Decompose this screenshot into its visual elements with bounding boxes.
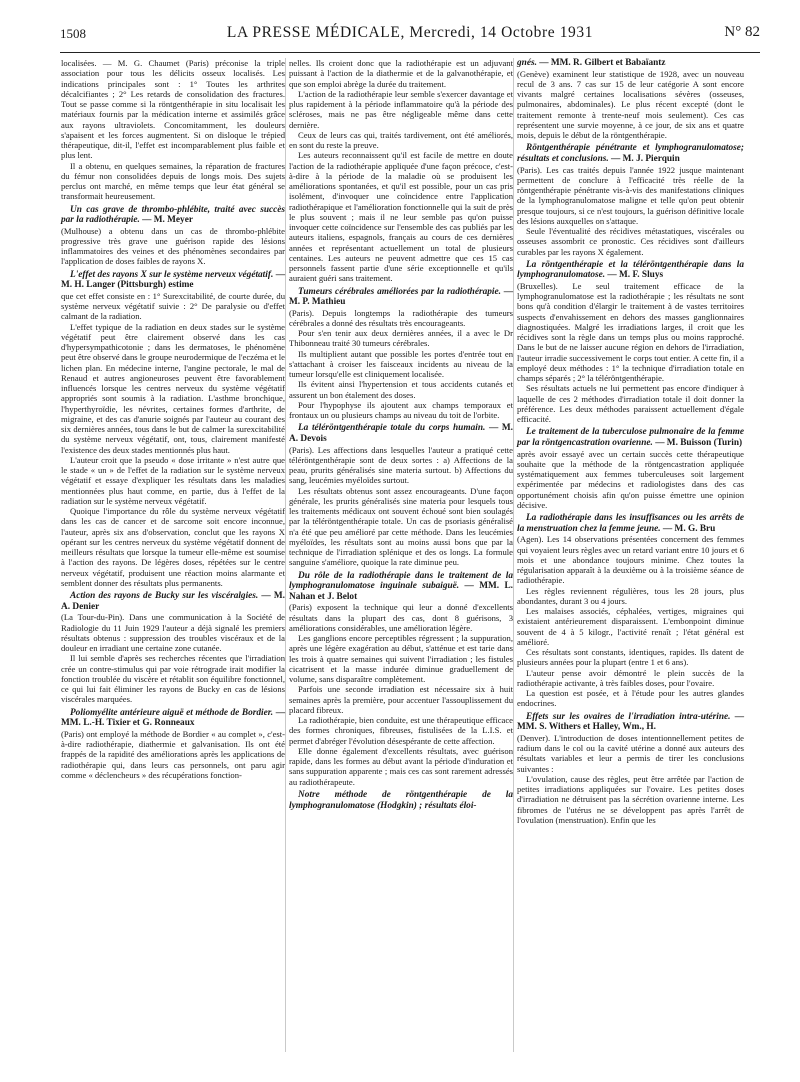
paragraph: L'action de la radiothérapie leur semble s'exercer davantage et plus rapidement à la période inflammatoire qu'à la période des scléroses, mais ne pas être négligeable même dans cette dernière. <box>289 88 513 130</box>
paragraph: La question est posée, et à l'étude pour les autres glandes endocrines. <box>517 688 744 709</box>
paragraph: Il lui semble d'après ses recherches récentes que l'irradiation crée un contre-stimulus qui par voie rétrograde irait modifier la fonction troublée du viscère et rétablit son équilibre fonctionnel, ce qui lui fait éliminer les rayons de Bucky en cas de lésions viscérales marquées. <box>61 653 285 705</box>
section-heading <box>289 571 513 603</box>
paragraph: (Paris) ont employé la méthode de Bordier « au complet », c'est-à-dire radiothérapie, diathermie et galvanisation. Ils ont été frappés de la rapidité des améliorations après les applications de radiothérapie qui, dans leurs cas personnels, ont paru agir comme « déclencheurs » des récupérations fonction- <box>61 728 285 780</box>
paragraph: Les malaises associés, céphalées, vertiges, migraines qui existaient antérieurement disparaissent. L'embonpoint diminue souvent de 4 à 5 kilogr., l'activité renaît ; l'état général est amélioré. <box>517 606 744 647</box>
section-heading <box>61 708 285 729</box>
column-1 <box>61 58 285 780</box>
paragraph: Ces résultats sont constants, identiques, rapides. Ils datent de plusieurs années pour la plupart (entre 1 et 6 ans). <box>517 647 744 668</box>
paragraph: Pour s'en tenir aux deux dernières années, il a avec le Dr Thibonneau traité 30 tumeurs cérébrales. <box>289 328 513 349</box>
paragraph: que cet effet consiste en : 1° Surexcitabilité, de courte durée, du système nerveux végétatif suivie : 2° De paralysie ou d'effet calmant de la radiation. <box>61 290 285 322</box>
section-heading <box>517 260 744 281</box>
paragraph: Seule l'éventualité des récidives métastatiques, viscérales ou osseuses assombrit ce pronostic. Ces récidives sont d'ailleurs curables par les rayons X également. <box>517 226 744 257</box>
paragraph: (Paris) exposent la technique qui leur a donné d'excellents résultats dans la plupart des cas, dont 8 guérisons, 3 améliorations considérables, une amélioration légère. <box>289 602 513 633</box>
section-heading <box>517 143 744 164</box>
section-author: — M. H. Langer (Pittsburgh) estime <box>61 269 285 291</box>
section-author: — M. A. Devois <box>289 423 513 445</box>
section-author: — M. J. Pierquin <box>611 153 680 164</box>
section-title: gnés. <box>517 58 537 68</box>
paragraph: Les résultats obtenus sont assez encourageants. D'une façon générale, les prurits généralisés sine materia pour lesquels tous les traitements médicaux ont souvent échoué sont bien soulagés par la téléröntgenthérapie totale. Un cas de psoriasis généralisé n'a été que peu amélioré par cette méthode. Dans les leucémies myéloïdes, les résultats sont au moins aussi bons que par la technique de l'irradiation splénique et des os longs. La formule sanguine s'améliore, quoique la rate diminue peu. <box>289 485 513 568</box>
paragraph: (Bruxelles). Le seul traitement efficace de la lymphogranulomatose est la radiothérapie ; les résultats ne sont bons qu'à condition d'élargir le traitement à de vastes territoires suspects d'envahissement en dehors des masses ganglionnaires diagnostiquées. Malgré les irradiations larges, il croit que les récidives sont la règle dans un temps plus ou moins rapproché. Dans le but de ne laisser aucune région en dehors de l'irradiation, l'auteur irradie successivement le corps tout entier. A cette fin, il a employé deux méthodes : 1° la technique d'irradiation totale en champs séparés ; 2° la téléröntgenthérapie. <box>517 280 744 384</box>
section-heading <box>61 205 285 226</box>
column-divider <box>285 58 286 1052</box>
issue-number: N° 82 <box>724 24 760 40</box>
paragraph: Ils évitent ainsi l'hypertension et tous accidents cutanés et assurent un bon étalement des doses. <box>289 379 513 400</box>
section-title: Effets sur les ovaires de l'irradiation intra-utérine. <box>526 711 731 722</box>
paragraph: localisées. — M. G. Chaumet (Paris) préconise la triple association pour tous les délicits osseux localisés. Les indications principales sont : 1° Toutes les arthrites décalcifiantes ; 2° Les retards de consolidation des fractures. Tout se passe comme si la röntgenthérapie in situ localisait les matériaux fournis par la médication interne et assimilés grâce aux rayons ultraviolets. Concomitamment, les douleurs s'apaisent et les forces augmentent. Si on disloque le trépied thérapeutique, dit-il, l'effet est incomparablement plus faible et plus lent. <box>61 58 285 161</box>
paragraph: Quoique l'importance du rôle du système nerveux végétatif dans les cas de cancer et de sarcome soit encore inconnue, l'auteur, après six ans d'observation, conclut que les rayons X opérant sur les centres nerveux du système végétatif donnent de meilleurs résultats que lorsque la tumeur elle-même est soumise à l'action des rayons. De légères doses, répétées sur le centre nerveux végétatif, produisent une réaction moins alarmante et semblent donner des résultats plus permanents. <box>61 506 285 588</box>
paragraph: Les ganglions encore perceptibles régressent ; la suppuration, après une légère exagération au début, s'atténue et est tarie dans les trois à quatre semaines qui suivent l'irradiation ; les fistules cicatrisent et la masse indurée diminue graduellement de volume, sans disparaître complètement. <box>289 633 513 685</box>
section-heading <box>517 712 744 733</box>
section-title: Un cas grave de thrombo-phlébite, traité avec succès par la radiothérapie. <box>61 204 285 226</box>
paragraph: Pour l'hypophyse ils ajoutent aux champs temporaux et frontaux un ou plusieurs champs au niveau du toit de l'orbite. <box>289 399 513 421</box>
column-2 <box>289 58 513 811</box>
paragraph: Les auteurs reconnaissent qu'il est facile de mettre en doute l'action de la radiothérapie appliquée d'une façon précoce, c'est-à-dire à la période de la maladie où se produisent les améliorations spontanées, et qu'il est possible, pour un cas pris isolément, d'invoquer une coïncidence entre l'application radiothérapique et l'amélioration fonctionnelle qui la suit de près le plus souvent ; mais il ne leur semble pas qu'on puisse invoquer cette coïncidence sur l'ensemble des cas publiés par les auteurs italiens, espagnols, français au cours de ces dernières années et représentant actuellement un total de plusieurs centaines. Les auteurs ne peuvent admettre que ces 15 cas personnels fassent partie d'une série exceptionnelle et qu'ils auraient guéri sans traitement. <box>289 150 513 284</box>
section-heading <box>289 790 513 811</box>
section-title: Le traitement de la tuberculose pulmonaire de la femme par la röntgencastration ovarienne. <box>517 427 744 449</box>
section-title: Notre méthode de röntgenthérapie de la lymphogranulomatose (Hodgkin) ; résultats éloi- <box>289 789 513 811</box>
paragraph: nelles. Ils croient donc que la radiothérapie est un adjuvant puissant à l'action de la diathermie et de la galvanothérapie, et que son emploi abrège la durée du traitement. <box>289 58 513 89</box>
section-author: — M. Buisson (Turin) <box>655 438 743 449</box>
journal-title: LA PRESSE MÉDICALE, Mercredi, 14 Octobre 1931 <box>226 24 594 41</box>
column-3 <box>517 58 744 825</box>
paragraph: Parfois une seconde irradiation est nécessaire six à huit semaines après la première, pour accentuer l'assouplissement du placard fibreux. <box>289 684 513 715</box>
section-title: L'effet des rayons X sur le système nerveux végétatif. <box>70 269 274 280</box>
paragraph: (Denver). L'introduction de doses intentionnellement petites de radium dans le col ou la cavité utérine a donné aux auteurs des résultats variables et leur a permis de tirer les conclusions suivantes : <box>517 732 744 774</box>
paragraph: Les règles reviennent régulières, tous les 28 jours, plus abondantes, durant 3 ou 4 jours. <box>517 585 744 606</box>
section-title: La radiothérapie dans les insuffisances ou les arrêts de la menstruation chez la femme jeune. <box>517 513 744 534</box>
section-title: Du rôle de la radiothérapie dans le traitement de la lymphogranulomatose inguinale subaiguë. <box>289 570 513 592</box>
section-title: Poliomyélite antérieure aiguë et méthode de Bordier. <box>70 707 274 718</box>
section-author: — M. F. Sluys <box>607 270 664 281</box>
column-divider <box>513 58 514 1052</box>
section-author: — MM. L.-H. Tixier et G. Ronneaux <box>61 707 286 729</box>
paragraph: (Mulhouse) a obtenu dans un cas de thrombo-phlébite progressive très grave une guérison rapide des lésions inflammatoires des veines et des phénomènes secondaires par l'application de doses faibles de rayons X. <box>61 225 285 267</box>
paragraph: (Paris). Depuis longtemps la radiothérapie des tumeurs cérébrales a donné des résultats très encourageants. <box>289 307 513 328</box>
paragraph: Ceux de leurs cas qui, traités tardivement, ont été améliorés, en sont du reste la preuve. <box>289 129 513 150</box>
paragraph: (Paris). Les affections dans lesquelles l'auteur a pratiqué cette téléröntgenthérapie sont de deux sortes : a) Affections de la peau, prurits généralisés sine materia surtout. b) Affections du sang, leucémies myéloïdes surtout. <box>289 444 513 486</box>
section-title: Tumeurs cérébrales améliorées par la radiothérapie. <box>298 286 501 297</box>
section-title: La téléröntgenthérapie totale du corps humain. <box>298 423 486 434</box>
page-number: 1508 <box>60 26 86 41</box>
paragraph: Il a obtenu, en quelques semaines, la réparation de fractures du fémur non consolidées depuis de longs mois. Des sujets perclus ont marché, en même temps que leur état général se transformait heureusement. <box>61 160 285 202</box>
section-author: — M. P. Mathieu <box>289 286 513 308</box>
section-author: — M. G. Bru <box>662 523 716 534</box>
section-author: — MM. L. Nahan et J. Belot <box>289 581 513 602</box>
section-heading <box>517 58 744 69</box>
section-heading <box>289 287 513 308</box>
section-author: — MM. R. Gilbert et Babaïantz <box>539 58 666 68</box>
paragraph: (Paris). Les cas traités depuis l'année 1922 jusque maintenant permettent de conclure à l'efficacité très réelle de la röntgenthérapie pénétrante vis-à-vis des manifestations cliniques de la lymphogranulomatose maligne et telle qu'on peut obtenir presque toujours, si ce n'est toujours, la guérison définitive locale des lésions auxquelles on s'attaque. <box>517 164 744 226</box>
section-title: Action des rayons de Bucky sur les viscéralgies. <box>70 591 259 602</box>
paragraph: (La Tour-du-Pin). Dans une communication à la Société de Radiologie du 11 Juin 1929 l'auteur a déjà signalé les premiers résultats obtenus : suppression des troubles viscéraux et de la douleur en irradiant une certaine zone cutanée. <box>61 612 285 654</box>
paragraph: Ses résultats actuels ne lui permettent pas encore d'indiquer à laquelle de ces 2 méthodes d'irradiation totale il doit donner la préférence. Les deux méthodes paraissent actuellement d'égale efficacité. <box>517 383 744 425</box>
paragraph: après avoir essayé avec un certain succès cette thérapeutique souhaite que la méthode de la röntgencastration appliquée systématiquement aux femmes tuberculeuses soit largement expérimentée par médecins et radiologistes dans des cas opportunément choisis afin qu'on puisse émettre une opinion décisive. <box>517 448 744 510</box>
section-heading <box>517 513 744 534</box>
section-author: — MM. S. Withers et Halley, Wm., H. <box>517 711 744 733</box>
paragraph: L'auteur croit que la pseudo « dose irritante » n'est autre que le stade « un » de l'effet de la radiation sur le système nerveux végétatif et essaye d'expliquer les résultats dans les maladies mentionnées plus haut comme, en partie, dus à l'effet de la radiation sur le système nerveux végétatif. <box>61 454 285 506</box>
paragraph: L'ovulation, cause des règles, peut être arrêtée par l'action de petites irradiations appliquées sur l'ovaire. Les petites doses d'irradiation ne détruisent pas la sécrétion ovarienne interne. Les fibromes de l'utérus ne se développent pas après l'arrêt de l'ovulation (menstruation). Enfin que les <box>517 773 744 825</box>
section-heading <box>61 270 285 291</box>
section-heading <box>61 591 285 612</box>
paragraph: L'auteur pense avoir démontré le plein succès de la radiothérapie activante, à très faibles doses, pour l'ovaire. <box>517 667 744 688</box>
section-title: Röntgenthérapie pénétrante et lymphogranulomatose; résultats et conclusions. <box>517 143 744 164</box>
section-heading <box>289 423 513 444</box>
paragraph: L'effet typique de la radiation en deux stades sur le système végétatif peut être clairement observé dans les cas d'hypersympathicotonie ; dans les dermatoses, le phénomène peut être observé dans le groupe neurodermique de l'eczéma et le lichen plan. En médecine interne, l'angine pectorale, le mal de Renaud et autres angioneuroses peuvent être favorablement influencés lorsque les centres nerveux du système végétatif appropriés sont soumis à la radiation. L'asthme bronchique, l'hyperthyroïdie, les névrites, certaines formes d'arthrite, de migraine, et des cas d'anurie soignés par l'auteur au courant des six dernières années, tous dans le but de calmer la surexcitabilité du système nerveux végétatif, ont, tous, clairement manifesté l'existence des deux stades mentionnés plus haut. <box>61 321 285 455</box>
paragraph: Elle donne également d'excellents résultats, avec guérison rapide, dans les formes au début avant la période d'induration et sans suppuration apparente ; mais ces cas sont rarement adressés au radiothérapeute. <box>289 745 513 787</box>
section-title: La röntgenthérapie et la téléröntgenthérapie dans la lymphogranulomatose. <box>517 259 744 281</box>
section-author: — M. Meyer <box>142 215 193 226</box>
section-author: — M. A. Denier <box>61 591 285 612</box>
paragraph: La radiothérapie, bien conduite, est une thérapeutique efficace des formes chroniques, fibreuses, fistulisées de la L.I.S. et permet d'abréger l'évolution désespérante de cette affection. <box>289 715 513 746</box>
page-header <box>60 22 760 53</box>
paragraph: (Genève) examinent leur statistique de 1928, avec un nouveau recul de 3 ans. 7 cas sur 15 de leur catégorie A sont encore vivants malgré certaines localisations sévères (osseuses, pulmonaires, abdominales). Le plus récent excepté (dont le traitement remonte à trente-neuf mois seulement). Ces cas représentent une survie moyenne, à ce jour, de six ans et quatre mois, depuis le début de la röntgenthérapie. <box>517 68 744 141</box>
paragraph: Ils multiplient autant que possible les portes d'entrée tout en s'attachant à croiser les faisceaux incidents au niveau de la tumeur lorsqu'elle est cliniquement localisée. <box>289 348 513 380</box>
section-heading <box>517 427 744 448</box>
paragraph: (Agen). Les 14 observations présentées concernent des femmes qui voyaient leurs règles avec un retard variant entre 10 jours et 6 mois et une abondance toujours minime. Chez toutes la régularisation apparaît à la deuxième ou à la troisième séance de radiothérapie. <box>517 534 744 586</box>
